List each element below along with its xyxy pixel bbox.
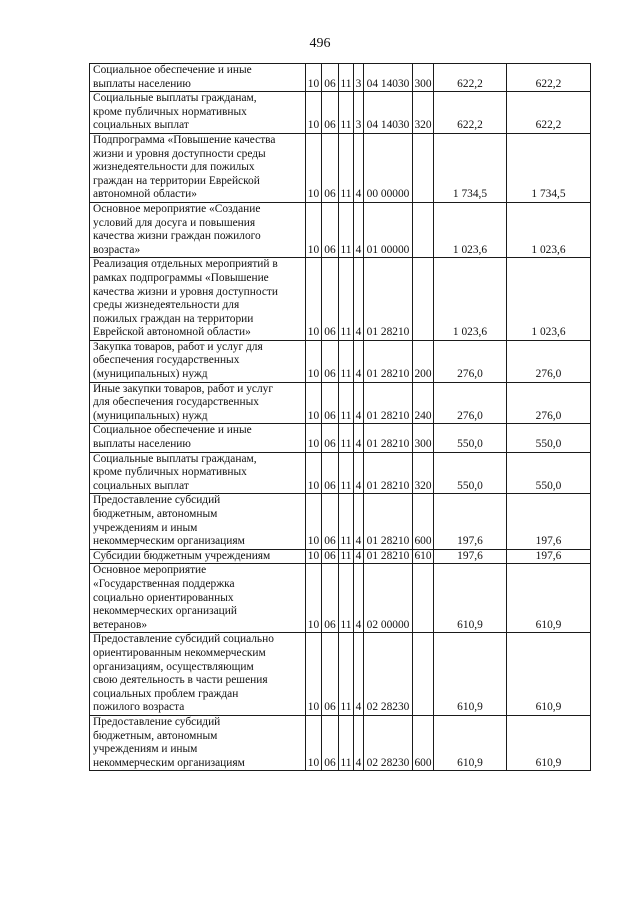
table-row [90,633,591,716]
item-name-line: Предоставление субсидий социально [93,633,274,646]
item-name-line: для обеспечения государственных [93,396,259,409]
item-name-line: автономной области» [93,188,197,201]
item-name-cell [90,494,306,549]
program-code-cell: 11 [339,452,354,494]
amount-cell: 622,2 [434,64,507,92]
item-name-line: свою деятельность в части решения [93,674,268,687]
expense-type-cell [413,258,434,341]
amount-total-cell: 1 023,6 [507,202,591,257]
activity-code-cell: 01 00000 [364,202,413,257]
amount-cell: 610,9 [434,564,507,633]
amount-total-cell: 550,0 [507,424,591,452]
item-name-line: (муниципальных) нужд [93,409,208,422]
subsection-code-cell: 06 [322,549,339,564]
amount-cell: 610,9 [434,633,507,716]
item-name-cell [90,452,306,494]
amount-cell: 610,9 [434,715,507,770]
item-name-line: среды жизнедеятельности для [93,299,240,312]
table-body [90,64,591,771]
item-name-line: Основное мероприятие [93,564,207,577]
page-number: 496 [309,36,331,51]
activity-code-cell: 01 28210 [364,452,413,494]
item-name-cell [90,424,306,452]
amount-total-cell: 276,0 [507,340,591,382]
activity-code-cell: 01 28210 [364,549,413,564]
program-code-cell: 11 [339,494,354,549]
item-name-line: бюджетным, автономным [93,508,218,520]
item-name-line: некоммерческим организациям [93,756,245,769]
program-code-cell: 11 [339,133,354,202]
item-name-line: Социальные выплаты гражданам, [93,92,257,105]
item-name-line: условий для досуга и повышения [93,216,256,229]
item-name-line: Социальные выплаты гражданам, [93,452,257,465]
table-row [90,494,591,549]
section-code-cell: 10 [306,424,322,452]
item-name-line: Социальное обеспечение и иные [93,64,252,76]
expense-type-cell: 320 [413,452,434,494]
subsection-code-cell: 06 [322,633,339,716]
subsection-code-cell: 06 [322,494,339,549]
amount-total-cell: 622,2 [507,64,591,92]
section-code-cell: 10 [306,715,322,770]
section-code-cell: 10 [306,452,322,494]
subprogram-code-cell: 4 [354,133,364,202]
table-row [90,452,591,494]
table-row [90,564,591,633]
expense-type-cell: 300 [413,424,434,452]
activity-code-cell: 02 28230 [364,633,413,716]
amount-cell: 622,2 [434,92,507,134]
item-name-line: Социальное обеспечение и иные [93,424,252,437]
section-code-cell: 10 [306,633,322,716]
expense-type-cell [413,133,434,202]
subsection-code-cell: 06 [322,133,339,202]
program-code-cell: 11 [339,424,354,452]
subprogram-code-cell: 4 [354,202,364,257]
item-name-line: Подпрограмма «Повышение качества [93,133,276,146]
amount-total-cell: 1 734,5 [507,133,591,202]
item-name-line: выплаты населению [93,77,191,90]
program-code-cell: 11 [339,92,354,134]
item-name-line: некоммерческих организаций [93,605,237,618]
program-code-cell: 11 [339,202,354,257]
activity-code-cell: 01 28210 [364,340,413,382]
subprogram-code-cell: 4 [354,633,364,716]
item-name-line: качества жизни граждан пожилого [93,230,261,243]
amount-total-cell: 197,6 [507,549,591,564]
item-name-line: Предоставление субсидий [93,715,221,728]
amount-cell: 197,6 [434,494,507,549]
expense-type-cell: 320 [413,92,434,134]
item-name-line: граждан на территории Еврейской [93,174,260,187]
section-code-cell: 10 [306,340,322,382]
expense-type-cell [413,564,434,633]
item-name-line: бюджетным, автономным [93,729,218,742]
subsection-code-cell: 06 [322,452,339,494]
item-name-line: кроме публичных нормативных [93,105,247,118]
item-name-cell [90,202,306,257]
section-code-cell: 10 [306,133,322,202]
expense-type-cell [413,633,434,716]
table-row [90,549,591,564]
subprogram-code-cell: 4 [354,452,364,494]
activity-code-cell: 01 28210 [364,424,413,452]
section-code-cell: 10 [306,258,322,341]
activity-code-cell: 01 28210 [364,494,413,549]
section-code-cell: 10 [306,202,322,257]
expense-type-cell: 600 [413,494,434,549]
item-name-line: Закупка товаров, работ и услуг для [93,340,263,353]
program-code-cell: 11 [339,633,354,716]
subprogram-code-cell: 4 [354,715,364,770]
item-name-cell [90,340,306,382]
amount-total-cell: 610,9 [507,715,591,770]
program-code-cell: 11 [339,382,354,424]
subprogram-code-cell: 4 [354,494,364,549]
program-code-cell: 11 [339,64,354,92]
table-row [90,202,591,257]
section-code-cell: 10 [306,382,322,424]
expense-type-cell: 300 [413,64,434,92]
section-code-cell: 10 [306,494,322,549]
subprogram-code-cell: 4 [354,424,364,452]
subprogram-code-cell: 4 [354,340,364,382]
item-name-cell [90,382,306,424]
section-code-cell: 10 [306,64,322,92]
table-row [90,340,591,382]
amount-cell: 550,0 [434,424,507,452]
activity-code-cell: 01 28210 [364,382,413,424]
item-name-line: Реализация отдельных мероприятий в [93,258,278,271]
amount-cell: 197,6 [434,549,507,564]
item-name-line: качества жизни и уровня доступности [93,285,278,298]
subsection-code-cell: 06 [322,424,339,452]
subprogram-code-cell: 4 [354,382,364,424]
program-code-cell: 11 [339,340,354,382]
subprogram-code-cell: 4 [354,549,364,564]
section-code-cell: 10 [306,92,322,134]
item-name-cell [90,549,306,564]
item-name-line: обеспечения государственных [93,354,240,367]
item-name-line: ветеранов» [93,618,148,631]
table-row [90,715,591,770]
subsection-code-cell: 06 [322,92,339,134]
subprogram-code-cell: 3 [354,92,364,134]
item-name-line: Еврейской автономной области» [93,326,251,339]
amount-total-cell: 197,6 [507,494,591,549]
item-name-line: социально ориентированных [93,591,234,604]
item-name-line: пожилого возраста [93,701,185,714]
amount-cell: 276,0 [434,340,507,382]
item-name-line: возраста» [93,243,141,256]
item-name-line: социальных выплат [93,119,189,132]
item-name-line: социальных выплат [93,479,189,492]
amount-total-cell: 550,0 [507,452,591,494]
expense-type-cell: 610 [413,549,434,564]
program-code-cell: 11 [339,715,354,770]
program-code-cell: 11 [339,564,354,633]
subsection-code-cell: 06 [322,564,339,633]
activity-code-cell: 00 00000 [364,133,413,202]
table-row [90,133,591,202]
amount-total-cell: 1 023,6 [507,258,591,341]
item-name-line: социальных проблем граждан [93,687,239,700]
item-name-line: учреждениям и иным [93,743,198,756]
activity-code-cell: 02 00000 [364,564,413,633]
expense-type-cell: 240 [413,382,434,424]
subprogram-code-cell: 3 [354,64,364,92]
item-name-cell [90,715,306,770]
amount-cell: 276,0 [434,382,507,424]
item-name-line: жизни и уровня доступности среды [93,147,266,160]
amount-cell: 1 734,5 [434,133,507,202]
expense-type-cell: 600 [413,715,434,770]
amount-cell: 550,0 [434,452,507,494]
item-name-cell [90,133,306,202]
table-row [90,64,591,92]
amount-cell: 1 023,6 [434,202,507,257]
item-name-line: (муниципальных) нужд [93,368,208,381]
item-name-line: Основное мероприятие «Создание [93,202,261,215]
amount-total-cell: 610,9 [507,633,591,716]
activity-code-cell: 02 28230 [364,715,413,770]
item-name-line: пожилых граждан на территории [93,312,254,325]
activity-code-cell: 04 14030 [364,92,413,134]
item-name-line: Предоставление субсидий [93,494,221,507]
expense-type-cell [413,202,434,257]
item-name-line: Субсидии бюджетным учреждениям [93,549,271,562]
item-name-cell [90,258,306,341]
item-name-cell [90,633,306,716]
table-row [90,92,591,134]
item-name-line: Иные закупки товаров, работ и услуг [93,382,274,395]
subsection-code-cell: 06 [322,64,339,92]
table-row [90,424,591,452]
item-name-line: рамках подпрограммы «Повышение [93,271,269,284]
subsection-code-cell: 06 [322,258,339,341]
expense-type-cell: 200 [413,340,434,382]
item-name-line: «Государственная поддержка [93,577,235,590]
amount-total-cell: 276,0 [507,382,591,424]
amount-cell: 1 023,6 [434,258,507,341]
amount-total-cell: 610,9 [507,564,591,633]
item-name-line: учреждениям и иным [93,521,198,534]
table-row [90,258,591,341]
item-name-cell [90,564,306,633]
subsection-code-cell: 06 [322,340,339,382]
item-name-line: ориентированным некоммерческим [93,646,266,659]
table-row [90,382,591,424]
budget-table [89,63,591,771]
subprogram-code-cell: 4 [354,258,364,341]
section-code-cell: 10 [306,564,322,633]
section-code-cell: 10 [306,549,322,564]
item-name-line: кроме публичных нормативных [93,466,247,479]
item-name-line: организациям, осуществляющим [93,660,254,673]
subsection-code-cell: 06 [322,202,339,257]
item-name-line: выплаты населению [93,438,191,451]
activity-code-cell: 04 14030 [364,64,413,92]
subsection-code-cell: 06 [322,382,339,424]
item-name-cell [90,92,306,134]
amount-total-cell: 622,2 [507,92,591,134]
item-name-line: жизнедеятельности для пожилых [93,161,255,174]
item-name-cell [90,64,306,92]
item-name-line: некоммерческим организациям [93,535,245,548]
program-code-cell: 11 [339,258,354,341]
activity-code-cell: 01 28210 [364,258,413,341]
subprogram-code-cell: 4 [354,564,364,633]
subsection-code-cell: 06 [322,715,339,770]
program-code-cell: 11 [339,549,354,564]
